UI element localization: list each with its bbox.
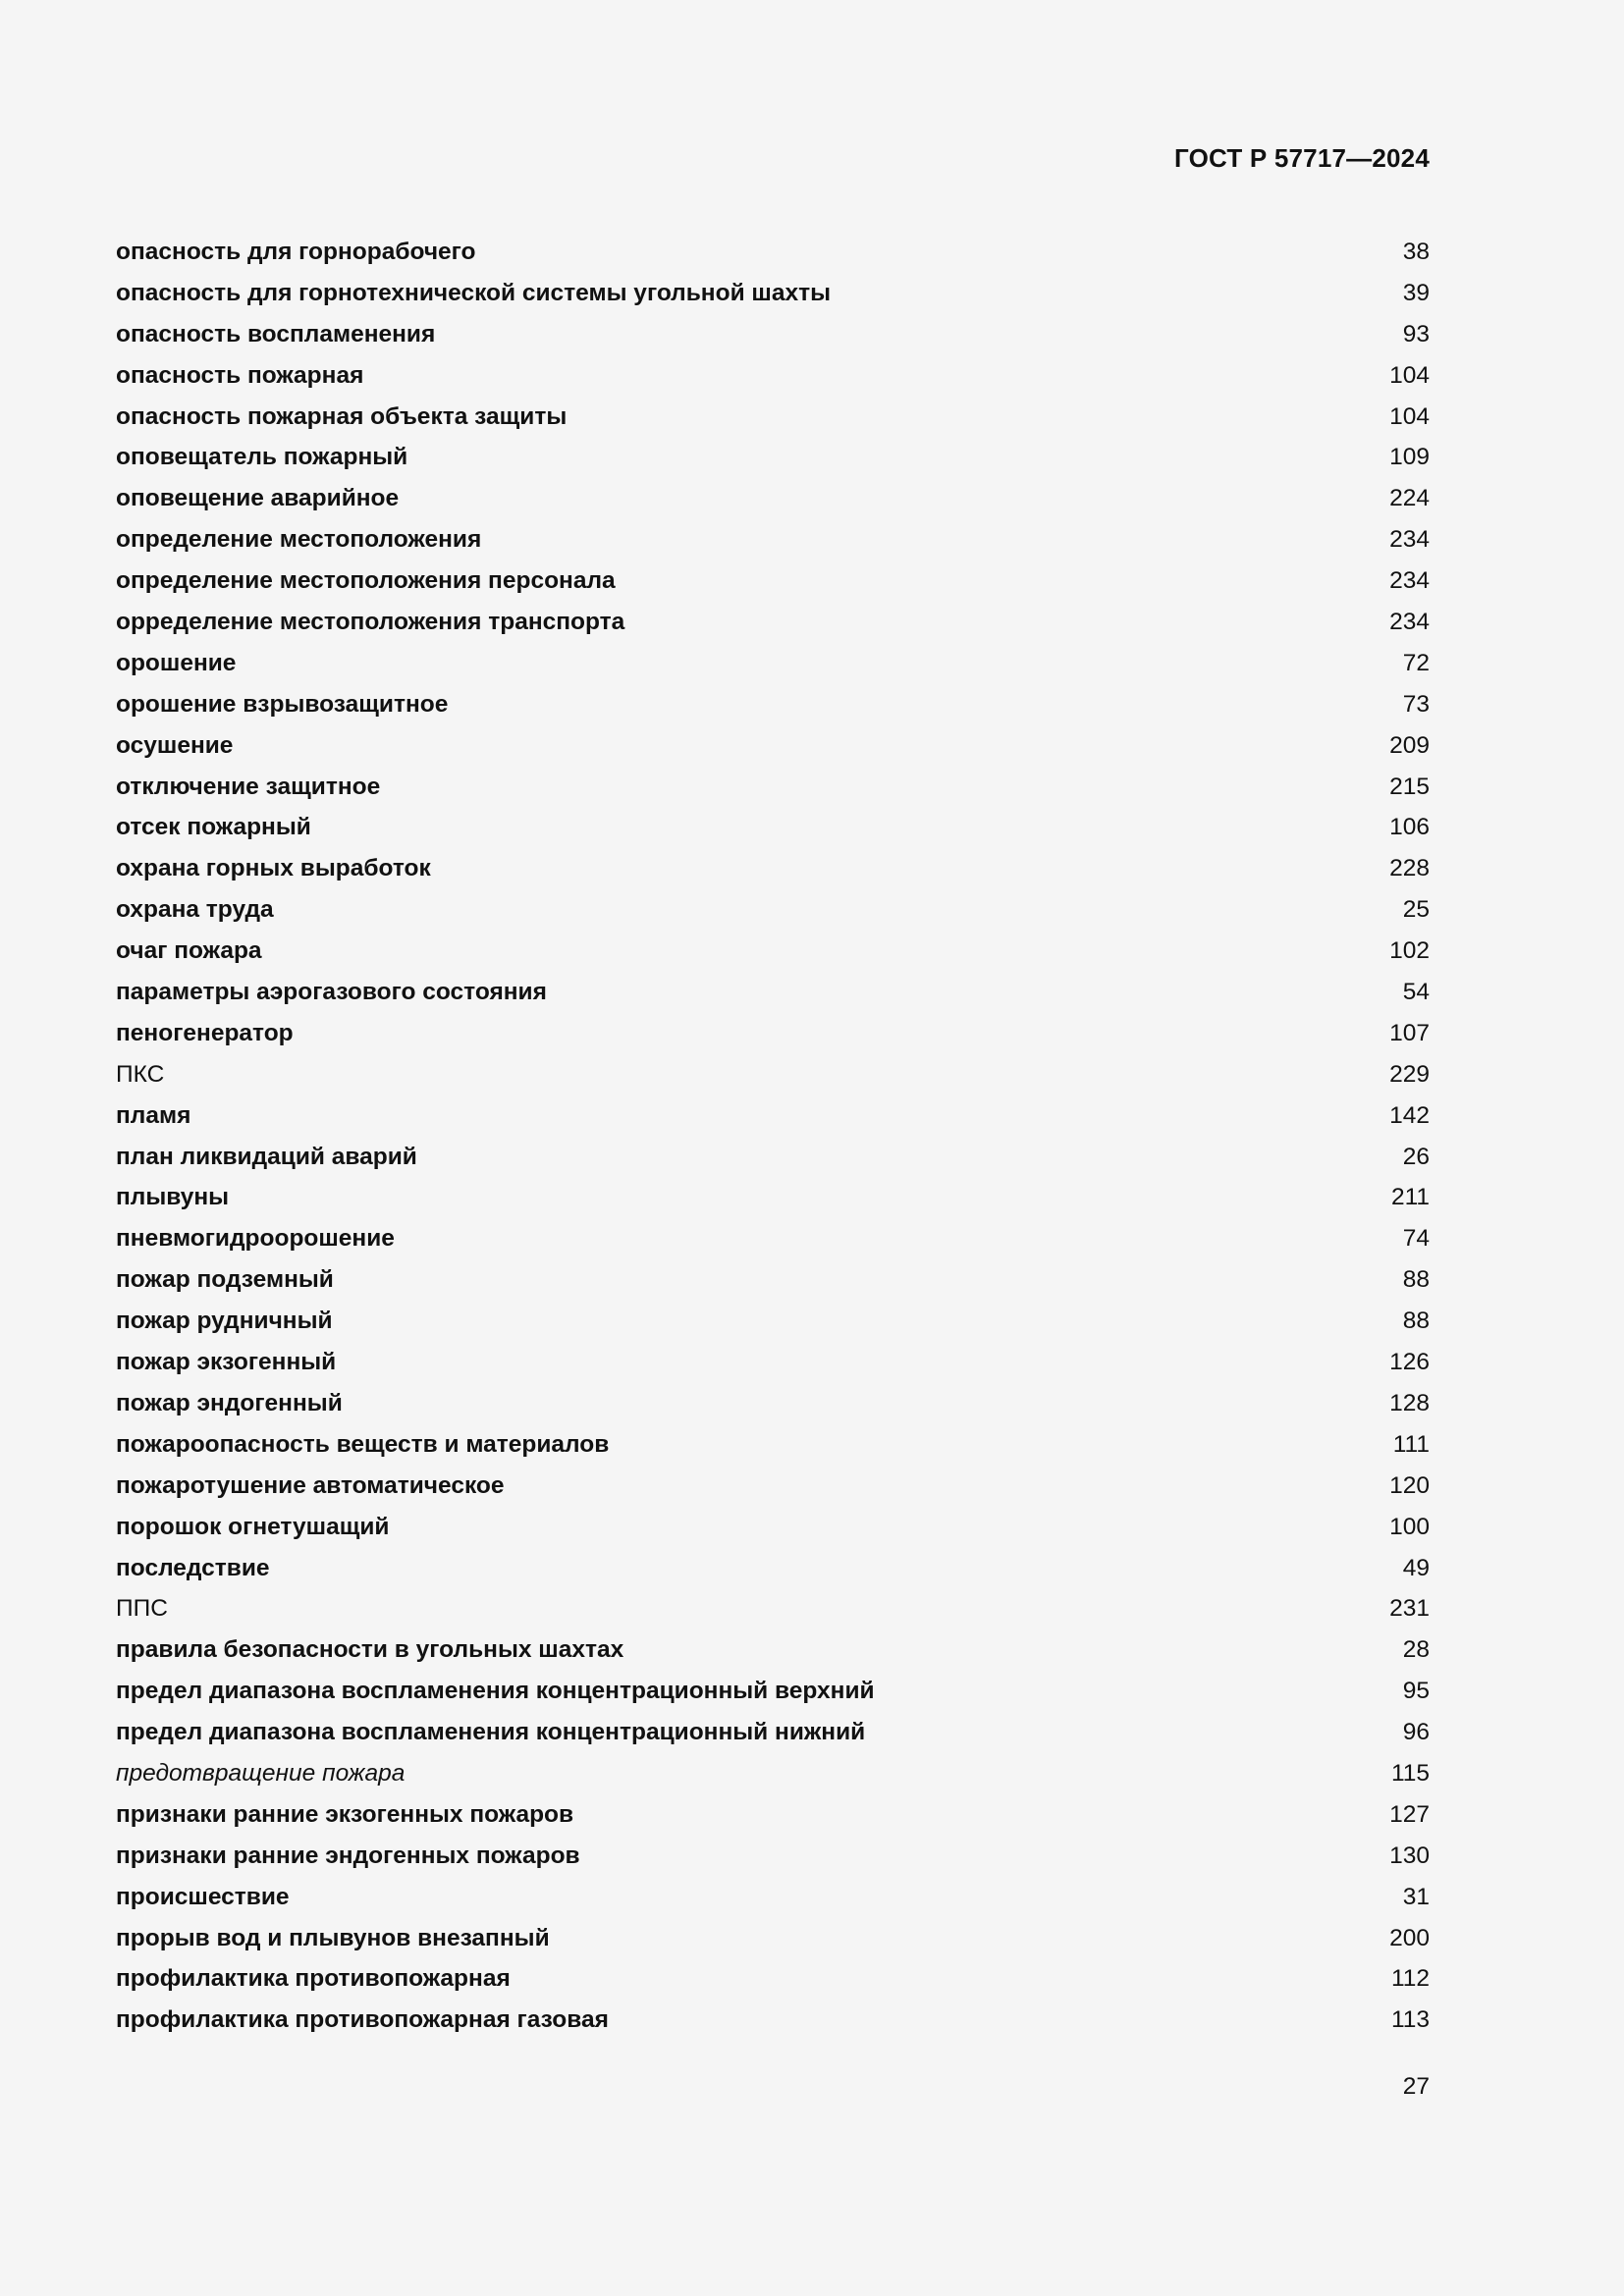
- term-number: 109: [1389, 444, 1430, 471]
- term-number: 93: [1402, 320, 1430, 347]
- index-entry: [116, 1301, 1430, 1342]
- index-entry: [116, 1794, 1430, 1836]
- index-term: отключение защитное: [116, 773, 381, 800]
- term-number: 96: [1402, 1719, 1430, 1746]
- index-term: пламя: [116, 1101, 191, 1129]
- index-term: пожар экзогенный: [116, 1349, 337, 1376]
- index-term: параметры аэрогазового состояния: [116, 979, 547, 1006]
- index-term: опасность для горнотехнической системы угольной шахты: [116, 279, 832, 306]
- term-number: 39: [1402, 279, 1430, 306]
- index-term: признаки ранние экзогенных пожаров: [116, 1800, 574, 1828]
- term-number: 126: [1389, 1349, 1430, 1376]
- index-entry: [116, 561, 1430, 602]
- term-number: 73: [1402, 690, 1430, 718]
- term-number: 88: [1402, 1266, 1430, 1294]
- term-number: 215: [1389, 773, 1430, 800]
- index-term: пожароопасность веществ и материалов: [116, 1430, 610, 1458]
- term-number: 200: [1389, 1924, 1430, 1951]
- index-term: плывуны: [116, 1184, 230, 1211]
- index-entry: [116, 1877, 1430, 1918]
- index-term: определение местоположения: [116, 526, 482, 554]
- index-term: опасность воспламенения: [116, 320, 436, 347]
- index-term: оповещатель пожарный: [116, 444, 408, 471]
- index-term: ППС: [116, 1595, 168, 1623]
- index-entry: [116, 232, 1430, 273]
- index-entry: [116, 807, 1430, 848]
- term-number: 111: [1392, 1430, 1430, 1458]
- index-term: происшествие: [116, 1883, 290, 1910]
- term-number: 127: [1389, 1800, 1430, 1828]
- term-number: 120: [1389, 1471, 1430, 1499]
- term-number: 100: [1389, 1513, 1430, 1540]
- index-term: правила безопасности в угольных шахтах: [116, 1636, 624, 1664]
- index-term: пожар рудничный: [116, 1308, 333, 1335]
- index-term: охрана труда: [116, 896, 274, 924]
- index-entry: [116, 1218, 1430, 1259]
- index-term: последствие: [116, 1554, 270, 1581]
- index-term: предел диапазона воспламенения концентрационный верхний: [116, 1678, 875, 1705]
- index-entry: [116, 1177, 1430, 1218]
- index-entry: [116, 1918, 1430, 1959]
- index-term: пожаротушение автоматическое: [116, 1471, 505, 1499]
- term-number: 234: [1389, 567, 1430, 595]
- index-entry: [116, 1383, 1430, 1424]
- index-entry: [116, 397, 1430, 438]
- term-number: 104: [1389, 361, 1430, 389]
- index-entry: [116, 931, 1430, 972]
- index-term: орошение взрывозащитное: [116, 690, 449, 718]
- term-number: 102: [1389, 937, 1430, 965]
- index-entry: [116, 1424, 1430, 1466]
- index-term: план ликвидаций аварий: [116, 1143, 417, 1170]
- term-number: 234: [1389, 526, 1430, 554]
- term-number: 104: [1389, 402, 1430, 430]
- index-term: пожар эндогенный: [116, 1389, 343, 1416]
- index-entry: [116, 725, 1430, 767]
- index-entry: [116, 1013, 1430, 1054]
- index-term: ПКС: [116, 1060, 165, 1088]
- term-number: 209: [1389, 731, 1430, 759]
- index-term: пожар подземный: [116, 1266, 334, 1294]
- index-entry: [116, 1671, 1430, 1712]
- index-entry: [116, 1958, 1430, 2000]
- index-entry: [116, 437, 1430, 478]
- index-term: профилактика противопожарная: [116, 1965, 511, 1993]
- term-number: 28: [1402, 1636, 1430, 1664]
- index-term: прорыв вод и плывунов внезапный: [116, 1924, 550, 1951]
- index-term: предел диапазона воспламенения концентрационный нижний: [116, 1719, 866, 1746]
- index-term: оpределение местоположения транспорта: [116, 609, 625, 636]
- index-term: отсек пожарный: [116, 814, 311, 841]
- index-entry: [116, 355, 1430, 397]
- index-entry: [116, 1259, 1430, 1301]
- term-number: 88: [1402, 1308, 1430, 1335]
- index-entry: [116, 1548, 1430, 1589]
- term-number: 228: [1389, 855, 1430, 882]
- index-term: охрана горных выработок: [116, 855, 431, 882]
- term-number: 54: [1402, 979, 1430, 1006]
- index-entry: [116, 314, 1430, 355]
- page-number: 27: [1402, 2073, 1430, 2100]
- term-number: 112: [1390, 1965, 1430, 1993]
- index-entry: [116, 519, 1430, 561]
- term-number: 115: [1390, 1759, 1430, 1787]
- index-term: пневмогидроорошение: [116, 1225, 395, 1253]
- index-term: профилактика противопожарная газовая: [116, 2006, 609, 2034]
- index-entry: [116, 1095, 1430, 1137]
- index-entry: [116, 1054, 1430, 1095]
- index-term: очаг пожара: [116, 937, 262, 965]
- index-term: осушение: [116, 731, 234, 759]
- index-term: предотвращение пожара: [116, 1759, 406, 1787]
- index-term: пеногенератор: [116, 1019, 294, 1046]
- term-number: 95: [1402, 1678, 1430, 1705]
- term-number: 113: [1390, 2006, 1430, 2034]
- index-entry: [116, 602, 1430, 643]
- index-entry: [116, 1137, 1430, 1178]
- index-term: признаки ранние эндогенных пожаров: [116, 1842, 580, 1869]
- index-entry: [116, 1712, 1430, 1753]
- index-entry: [116, 1588, 1430, 1629]
- term-number: 49: [1402, 1554, 1430, 1581]
- index-term: оповещение аварийное: [116, 485, 400, 512]
- term-number: 130: [1389, 1842, 1430, 1869]
- index-term: опасность для горнорабочего: [116, 239, 476, 265]
- index-entry: [116, 643, 1430, 684]
- index-entry: [116, 1836, 1430, 1877]
- term-number: 234: [1389, 609, 1430, 636]
- index-entry: [116, 684, 1430, 725]
- index-entry: [116, 1342, 1430, 1383]
- term-number: 142: [1389, 1101, 1430, 1129]
- index-entry: [116, 2000, 1430, 2041]
- index-entry: [116, 1507, 1430, 1548]
- term-number: 38: [1402, 239, 1430, 265]
- index-entry: [116, 1466, 1430, 1507]
- term-number: 211: [1390, 1184, 1430, 1211]
- term-number: 107: [1389, 1019, 1430, 1046]
- term-number: 72: [1402, 649, 1430, 676]
- index-entry: [116, 889, 1430, 931]
- term-number: 25: [1402, 896, 1430, 924]
- index-term: определение местоположения персонала: [116, 567, 616, 595]
- term-number: 224: [1389, 485, 1430, 512]
- index-entry: [116, 848, 1430, 889]
- index-entry: [116, 273, 1430, 314]
- term-number: 231: [1389, 1595, 1430, 1623]
- term-number: 128: [1389, 1389, 1430, 1416]
- index-term: порошок огнетушащий: [116, 1513, 390, 1540]
- term-number: 26: [1402, 1143, 1430, 1170]
- index-term: опасность пожарная объекта защиты: [116, 402, 568, 430]
- index-entry: [116, 478, 1430, 519]
- term-number: 106: [1389, 814, 1430, 841]
- index-entry: [116, 767, 1430, 808]
- index-term: орошение: [116, 649, 237, 676]
- index-term: опасность пожарная: [116, 361, 364, 389]
- term-number: 229: [1389, 1060, 1430, 1088]
- document-code: ГОСТ Р 57717—2024: [1174, 143, 1430, 173]
- term-number: 31: [1402, 1883, 1430, 1910]
- alphabetical-index: [116, 232, 1430, 2041]
- term-number: 74: [1402, 1225, 1430, 1253]
- index-entry: [116, 1629, 1430, 1671]
- index-entry: [116, 972, 1430, 1013]
- index-entry: [116, 1753, 1430, 1794]
